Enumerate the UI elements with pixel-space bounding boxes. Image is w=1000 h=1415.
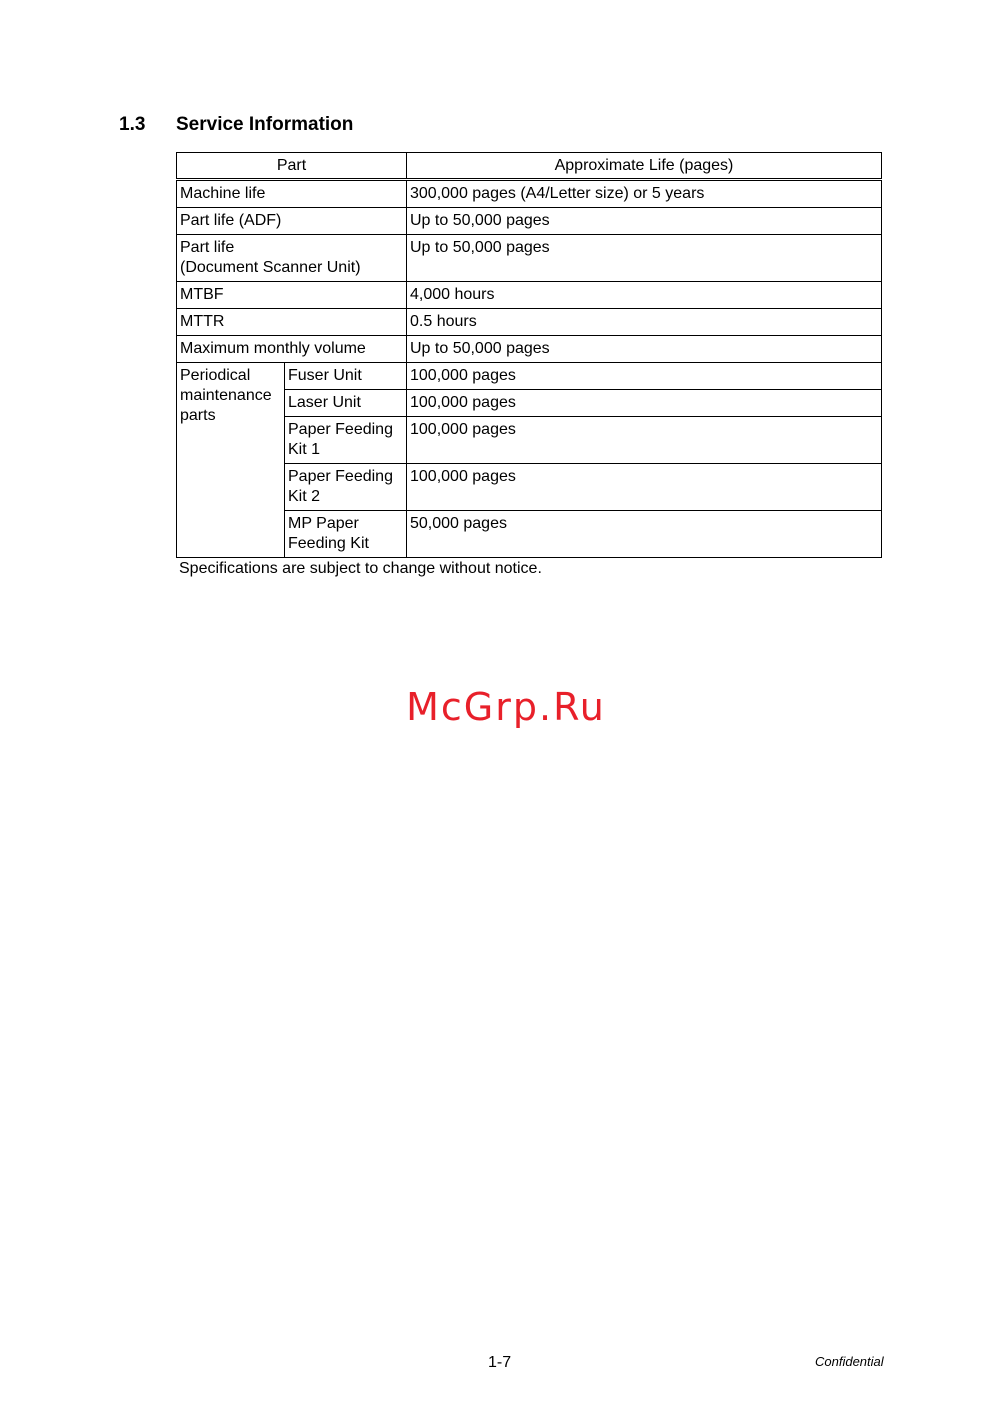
subpart-cell: Laser Unit xyxy=(285,390,407,417)
life-cell: Up to 50,000 pages xyxy=(407,336,882,363)
confidential-label: Confidential xyxy=(815,1354,884,1369)
subpart-line: Feeding Kit xyxy=(288,535,369,552)
life-cell: 100,000 pages xyxy=(407,390,882,417)
part-line: (Document Scanner Unit) xyxy=(180,259,361,276)
life-cell: Up to 50,000 pages xyxy=(407,208,882,235)
table-row xyxy=(177,282,882,309)
section-title: Service Information xyxy=(176,114,354,135)
life-cell: 300,000 pages (A4/Letter size) or 5 years xyxy=(407,180,882,208)
table-header-row xyxy=(177,153,882,180)
table-row xyxy=(177,235,882,282)
subpart-cell xyxy=(285,511,407,558)
part-cell: Part life (ADF) xyxy=(177,208,407,235)
label-line: Periodical xyxy=(180,367,251,384)
table-row xyxy=(177,309,882,336)
part-cell: Maximum monthly volume xyxy=(177,336,407,363)
subpart-line: Kit 1 xyxy=(288,441,321,458)
table-row xyxy=(177,336,882,363)
life-cell: 4,000 hours xyxy=(407,282,882,309)
part-line: Part life xyxy=(180,239,235,256)
section-heading xyxy=(119,114,353,136)
life-cell: 100,000 pages xyxy=(407,464,882,511)
part-cell: Machine life xyxy=(177,180,407,208)
watermark-logo: McGrp.Ru xyxy=(406,685,606,729)
page-number: 1-7 xyxy=(488,1354,512,1371)
subpart-line: MP Paper xyxy=(288,515,359,532)
label-line: parts xyxy=(180,407,216,424)
table-row xyxy=(177,180,882,208)
subpart-cell: Fuser Unit xyxy=(285,363,407,390)
part-cell xyxy=(177,235,407,282)
table-row xyxy=(177,363,882,390)
subpart-cell xyxy=(285,464,407,511)
header-approximate-life: Approximate Life (pages) xyxy=(407,153,882,180)
part-cell: MTBF xyxy=(177,282,407,309)
life-cell: 100,000 pages xyxy=(407,363,882,390)
subpart-cell xyxy=(285,417,407,464)
service-info-table xyxy=(176,152,882,558)
subpart-line: Kit 2 xyxy=(288,488,321,505)
subpart-line: Paper Feeding xyxy=(288,468,393,485)
life-cell: 100,000 pages xyxy=(407,417,882,464)
table-row xyxy=(177,208,882,235)
life-cell: Up to 50,000 pages xyxy=(407,235,882,282)
part-cell: MTTR xyxy=(177,309,407,336)
life-cell: 0.5 hours xyxy=(407,309,882,336)
label-line: maintenance xyxy=(180,387,272,404)
section-number: 1.3 xyxy=(119,114,146,135)
subpart-line: Paper Feeding xyxy=(288,421,393,438)
periodical-maintenance-label xyxy=(177,363,285,558)
specifications-note: Specifications are subject to change without notice. xyxy=(179,560,542,577)
life-cell: 50,000 pages xyxy=(407,511,882,558)
header-part: Part xyxy=(177,153,407,180)
